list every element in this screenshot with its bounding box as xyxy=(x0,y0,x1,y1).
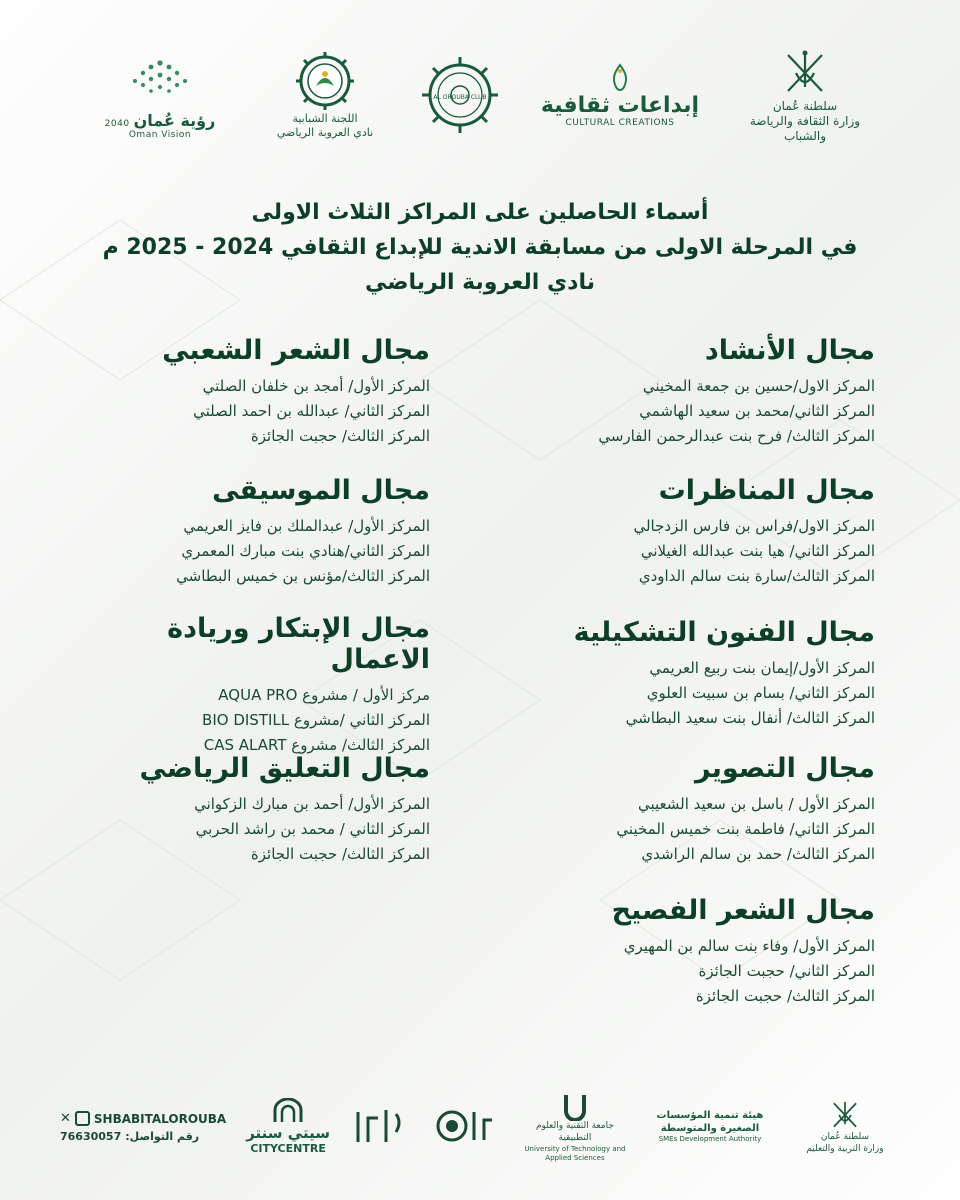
university-logo xyxy=(520,1091,630,1163)
category-section xyxy=(70,753,430,867)
city-centre-logo xyxy=(246,1098,330,1156)
title-line-1: أسماء الحاصلين على المراكز الثلاث الاولى xyxy=(251,200,709,225)
club-seal-ring-text: AL OROUBA CLUB xyxy=(433,94,487,101)
ministry-line1: سلطنة عُمان xyxy=(772,98,838,113)
category-title: مجال الشعر الشعبي xyxy=(162,335,430,366)
winner-entry: المركز الثالث/سارة بنت سالم الداودي xyxy=(638,567,875,585)
sme-logo xyxy=(650,1109,770,1144)
category-section xyxy=(505,895,875,1009)
camera-aperture-icon xyxy=(430,1102,500,1152)
university-ar: جامعة التقنية والعلوم التطبيقية xyxy=(535,1121,614,1143)
winner-entry: المركز الثاني/ عبدالله بن احمد الصلتي xyxy=(193,402,430,420)
ministry-line2: وزارة الثقافة والرياضة والشباب xyxy=(749,113,861,143)
vision-dots-icon xyxy=(125,51,195,111)
category-title: مجال التصوير xyxy=(694,753,875,784)
category-title: مجال الفنون التشكيلية xyxy=(573,617,875,648)
category-section xyxy=(505,753,875,867)
instagram-icon xyxy=(75,1111,90,1126)
youth-committee-logo xyxy=(270,50,380,140)
winner-entry: المركز الثالث/ حجبت الجائزة xyxy=(250,845,430,863)
footer-logos xyxy=(60,1082,900,1172)
winner-entry: المركز الأول/إيمان بنت ربيع العريمي xyxy=(649,659,875,677)
club-seal-icon xyxy=(418,53,502,137)
winner-entry: المركز الثاني/ بسام بن سبيت العلوي xyxy=(646,684,875,702)
x-icon: ✕ xyxy=(60,1111,71,1126)
winner-entry: المركز الثاني/ حجبت الجائزة xyxy=(698,962,875,980)
category-title: مجال الأنشاد xyxy=(704,335,875,366)
education-ministry-line1: سلطنة عُمان xyxy=(820,1132,870,1143)
oman-vision-logo xyxy=(80,51,240,140)
category-section xyxy=(505,335,875,449)
winner-entry: المركز الثاني/محمد بن سعيد الهاشمي xyxy=(639,402,875,420)
cultural-creations-ar: إبداعات ثقافية xyxy=(540,92,700,118)
winner-entry: المركز الثالث/ حمد بن سالم الراشدي xyxy=(641,845,875,863)
header-logos xyxy=(80,40,880,150)
winner-entry: المركز الثاني/هنادي بنت مبارك المعمري xyxy=(181,542,430,560)
ministry-logo xyxy=(730,47,880,144)
city-centre-ar: سيتي سنتر xyxy=(246,1123,330,1142)
winner-entry: المركز الاول/حسين بن جمعة المخيني xyxy=(642,377,875,395)
category-section xyxy=(70,335,430,449)
winner-entry: المركز الأول/ أحمد بن مبارك الزكواني xyxy=(194,795,430,813)
youth-committee-line2: نادي العروبة الرياضي xyxy=(276,126,374,139)
category-section xyxy=(70,475,430,589)
cultural-creations-logo xyxy=(540,63,700,128)
education-ministry-line2: وزارة التربية والتعليم xyxy=(806,1144,884,1154)
winner-entry: المركز الثالث/ حجبت الجائزة xyxy=(695,987,875,1005)
social-handle: SHBABITALOROUBA xyxy=(93,1111,227,1126)
winner-entry: المركز الثالث/مؤنس بن خميس البطاشي xyxy=(176,567,430,585)
club-seal-logo xyxy=(410,53,510,137)
winner-entry: المركز الثالث/ أنفال بنت سعيد البطاشي xyxy=(625,709,875,727)
phone-number: 76630057 xyxy=(60,1129,122,1143)
winner-entry: المركز الثالث/ فرح بنت عبدالرحمن الفارسي xyxy=(598,427,875,445)
winner-entry: المركز الثاني/ فاطمة بنت خميس المخيني xyxy=(616,820,875,838)
ship-wheel-icon xyxy=(290,50,360,112)
category-title: مجال المناظرات xyxy=(658,475,875,506)
winner-entry: المركز الثاني /مشروع BIO DISTILL xyxy=(202,711,430,729)
winner-entry: المركز الثاني/ هيا بنت عبدالله الغيلاني xyxy=(640,542,875,560)
winner-entry: المركز الثالث/ حجبت الجائزة xyxy=(250,427,430,445)
category-section xyxy=(70,613,430,758)
category-title: مجال الشعر الفصيح xyxy=(611,895,875,926)
sme-ar: هيئة تنمية المؤسسات الصغيرة والمتوسطة xyxy=(656,1110,764,1135)
university-en: University of Technology and Applied Sciences xyxy=(524,1144,626,1162)
winner-entry: المركز الثالث/ مشروع CAS ALART xyxy=(203,736,430,754)
title-line-2: في المرحلة الاولى من مسابقة الاندية للإبداع الثقافي 2024 - 2025 م xyxy=(102,235,858,261)
category-title: مجال التعليق الرياضي xyxy=(139,753,430,784)
oman-emblem-icon xyxy=(780,47,830,99)
phone-label: رقم التواصل: xyxy=(125,1129,200,1143)
winner-entry: المركز الأول / باسل بن سعيد الشعيبي xyxy=(637,795,875,813)
page-title xyxy=(0,195,960,301)
contact-info xyxy=(60,1109,226,1145)
winner-entry: المركز الأول/ عبدالملك بن فايز العريمي xyxy=(183,517,430,535)
category-section xyxy=(505,617,875,731)
education-ministry-logo xyxy=(790,1098,900,1155)
vision-year: 2040 xyxy=(104,118,130,129)
winner-entry: مركز الأول / مشروع AQUA PRO xyxy=(218,686,430,704)
oman-emblem-icon xyxy=(828,1098,862,1132)
youth-committee-line1: اللجنة الشبابية xyxy=(292,112,358,126)
sme-en: SMEs Development Authority xyxy=(658,1135,762,1144)
vision-name: رؤية عُمان xyxy=(133,110,216,130)
calligraphy-icon xyxy=(350,1102,410,1152)
category-section xyxy=(505,475,875,589)
calligraphy-logo-2 xyxy=(430,1102,500,1152)
flame-icon xyxy=(606,63,634,93)
city-centre-en: CITYCENTRE xyxy=(250,1141,326,1155)
vision-en: Oman Vision xyxy=(128,129,192,140)
cultural-creations-en: CULTURAL CREATIONS xyxy=(565,117,675,128)
category-title: مجال الموسيقى xyxy=(212,475,430,506)
university-icon xyxy=(560,1091,590,1121)
calligraphy-logo-1 xyxy=(350,1102,410,1152)
arch-icon xyxy=(271,1098,305,1124)
winner-entry: المركز الأول/ وفاء بنت سالم بن المهيري xyxy=(623,937,875,955)
winner-entry: المركز الاول/فراس بن فارس الزدجالي xyxy=(633,517,875,535)
category-title: مجال الإبتكار وريادة الاعمال xyxy=(167,613,430,675)
title-line-3: نادي العروبة الرياضي xyxy=(364,270,595,296)
winner-entry: المركز الأول/ أمجد بن خلفان الصلتي xyxy=(202,377,430,395)
winner-entry: المركز الثاني / محمد بن راشد الحربي xyxy=(195,820,430,838)
